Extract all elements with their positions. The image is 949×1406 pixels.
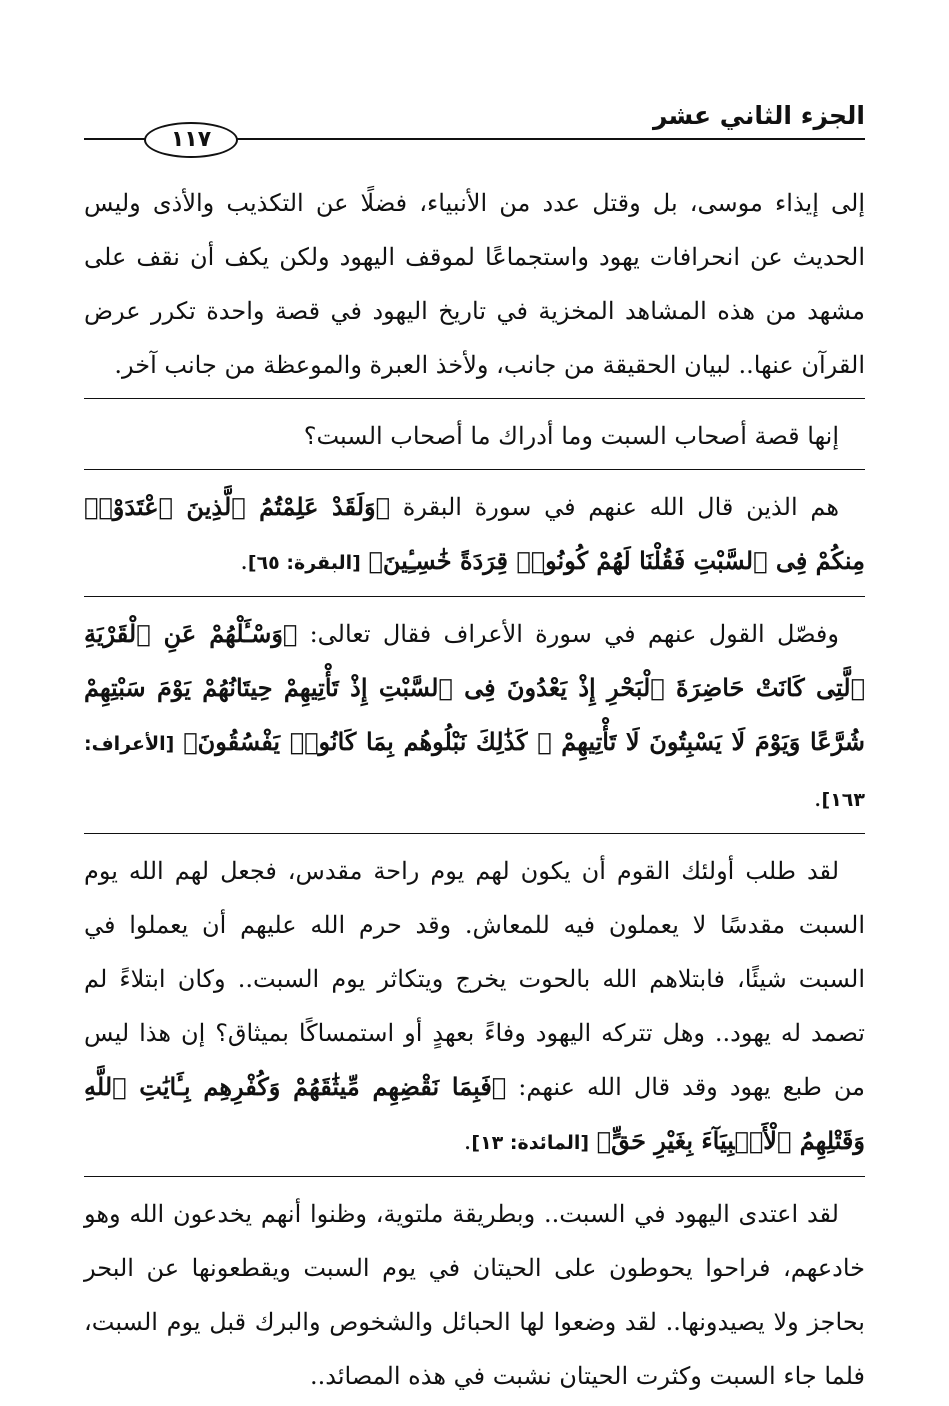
paragraph-5-text: لقد طلب أولئك القوم أن يكون لهم يوم راحة مقدس، فجعل لهم الله يوم السبت مقدسًا لا يعملون فيه للمعاش. وقد حرم الله عليهم أن يعملوا في السبت شيئًا، فابتلاهم الله بالحوت يخرج ويتكاثر يوم السبت.. وكان ابتلاءً لم تصمد له يهود.. وهل تتركه اليهود وفاءً بعهدٍ أو استمساكًا بميثاق؟ إن هذا ليس من طبع يهود وقد قال الله عنهم: — [84, 857, 865, 1101]
full-stop: . — [813, 784, 822, 812]
full-stop: . — [240, 547, 248, 575]
verse-reference: [المائدة: ١٣] — [471, 1132, 590, 1154]
paragraph-4-text: وفصّل القول عنهم في سورة الأعراف فقال تعالى: — [297, 620, 839, 648]
section-divider — [84, 469, 865, 470]
quran-verse-araf: ﴿وَسْـَٔلْهُمْ عَنِ ٱلْقَرْيَةِ ٱلَّتِى كَانَتْ حَاضِرَةَ ٱلْبَحْرِ إِذْ يَعْدُونَ فِى ٱلسَّبْتِ إِذْ تَأْتِيهِمْ حِيتَانُهُمْ يَوْمَ سَبْتِهِمْ شُرَّعًا وَيَوْمَ لَا يَسْبِتُونَ لَا تَأْتِيهِمْ ۚ كَذَٰلِكَ نَبْلُوهُم بِمَا كَانُوا۟ يَفْسُقُونَ﴾ — [84, 619, 865, 756]
paragraph-4 — [84, 607, 865, 827]
page-header — [84, 96, 865, 166]
paragraph-6: لقد اعتدى اليهود في السبت.. وبطريقة ملتوية، وظنوا أنهم يخدعون الله وهو خادعهم، فراحوا يحوطون على الحيتان في يوم السبت ويقطعونها عن البحر بحاجز ولا يصيدونها.. لقد وضعوا لها الحبائل والشخوص والبرك قبل يوم السبت، فلما جاء السبت وكثرت الحيتان نشبت في هذه المصائد.. — [84, 1200, 865, 1390]
quran-verse-baqarah: ﴿وَلَقَدْ عَلِمْتُمُ ٱلَّذِينَ ٱعْتَدَوْا۟ مِنكُمْ فِى ٱلسَّبْتِ فَقُلْنَا لَهُمْ كُونُوا۟ قِرَدَةً خَٰسِـِٔينَ﴾ — [84, 492, 865, 575]
page-number: ١١٧ — [144, 122, 238, 158]
section-divider — [84, 1176, 865, 1177]
paragraph-5 — [84, 844, 865, 1170]
full-stop: . — [463, 1127, 472, 1155]
section-divider — [84, 398, 865, 399]
verse-reference: [البقرة: ٦٥] — [247, 552, 361, 574]
section-divider — [84, 596, 865, 597]
paragraph-2: إنها قصة أصحاب السبت وما أدراك ما أصحاب السبت؟ — [303, 422, 839, 450]
paragraph-1: إلى إيذاء موسى، بل وقتل عدد من الأنبياء، فضلًا عن التكذيب والأذى وليس الحديث عن انحرافات يهود واستجماعًا لموقف اليهود ولكن يكف أن نقف على مشهد من هذه المشاهد المخزية في تاريخ اليهود في قصة واحدة تكرر عرض القرآن عنها.. لبيان الحقيقة من جانب، ولأخذ العبرة والموعظة من جانب آخر. — [84, 189, 865, 379]
quran-verse-maidah: ﴿فَبِمَا نَقْضِهِم مِّيثَٰقَهُمْ وَكُفْرِهِم بِـَٔايَٰتِ ٱللَّهِ وَقَتْلِهِمُ ٱلْأَنۢبِيَآءَ بِغَيْرِ حَقٍّ﴾ — [84, 1072, 865, 1155]
paragraph-3-text: هم الذين قال الله عنهم في سورة البقرة — [390, 493, 839, 521]
verse-reference: [الأعراف: ١٦٣] — [84, 733, 865, 811]
paragraph-3 — [84, 480, 865, 590]
section-divider — [84, 833, 865, 834]
page-body — [84, 176, 865, 1403]
running-title: الجزء الثاني عشر — [652, 101, 865, 130]
